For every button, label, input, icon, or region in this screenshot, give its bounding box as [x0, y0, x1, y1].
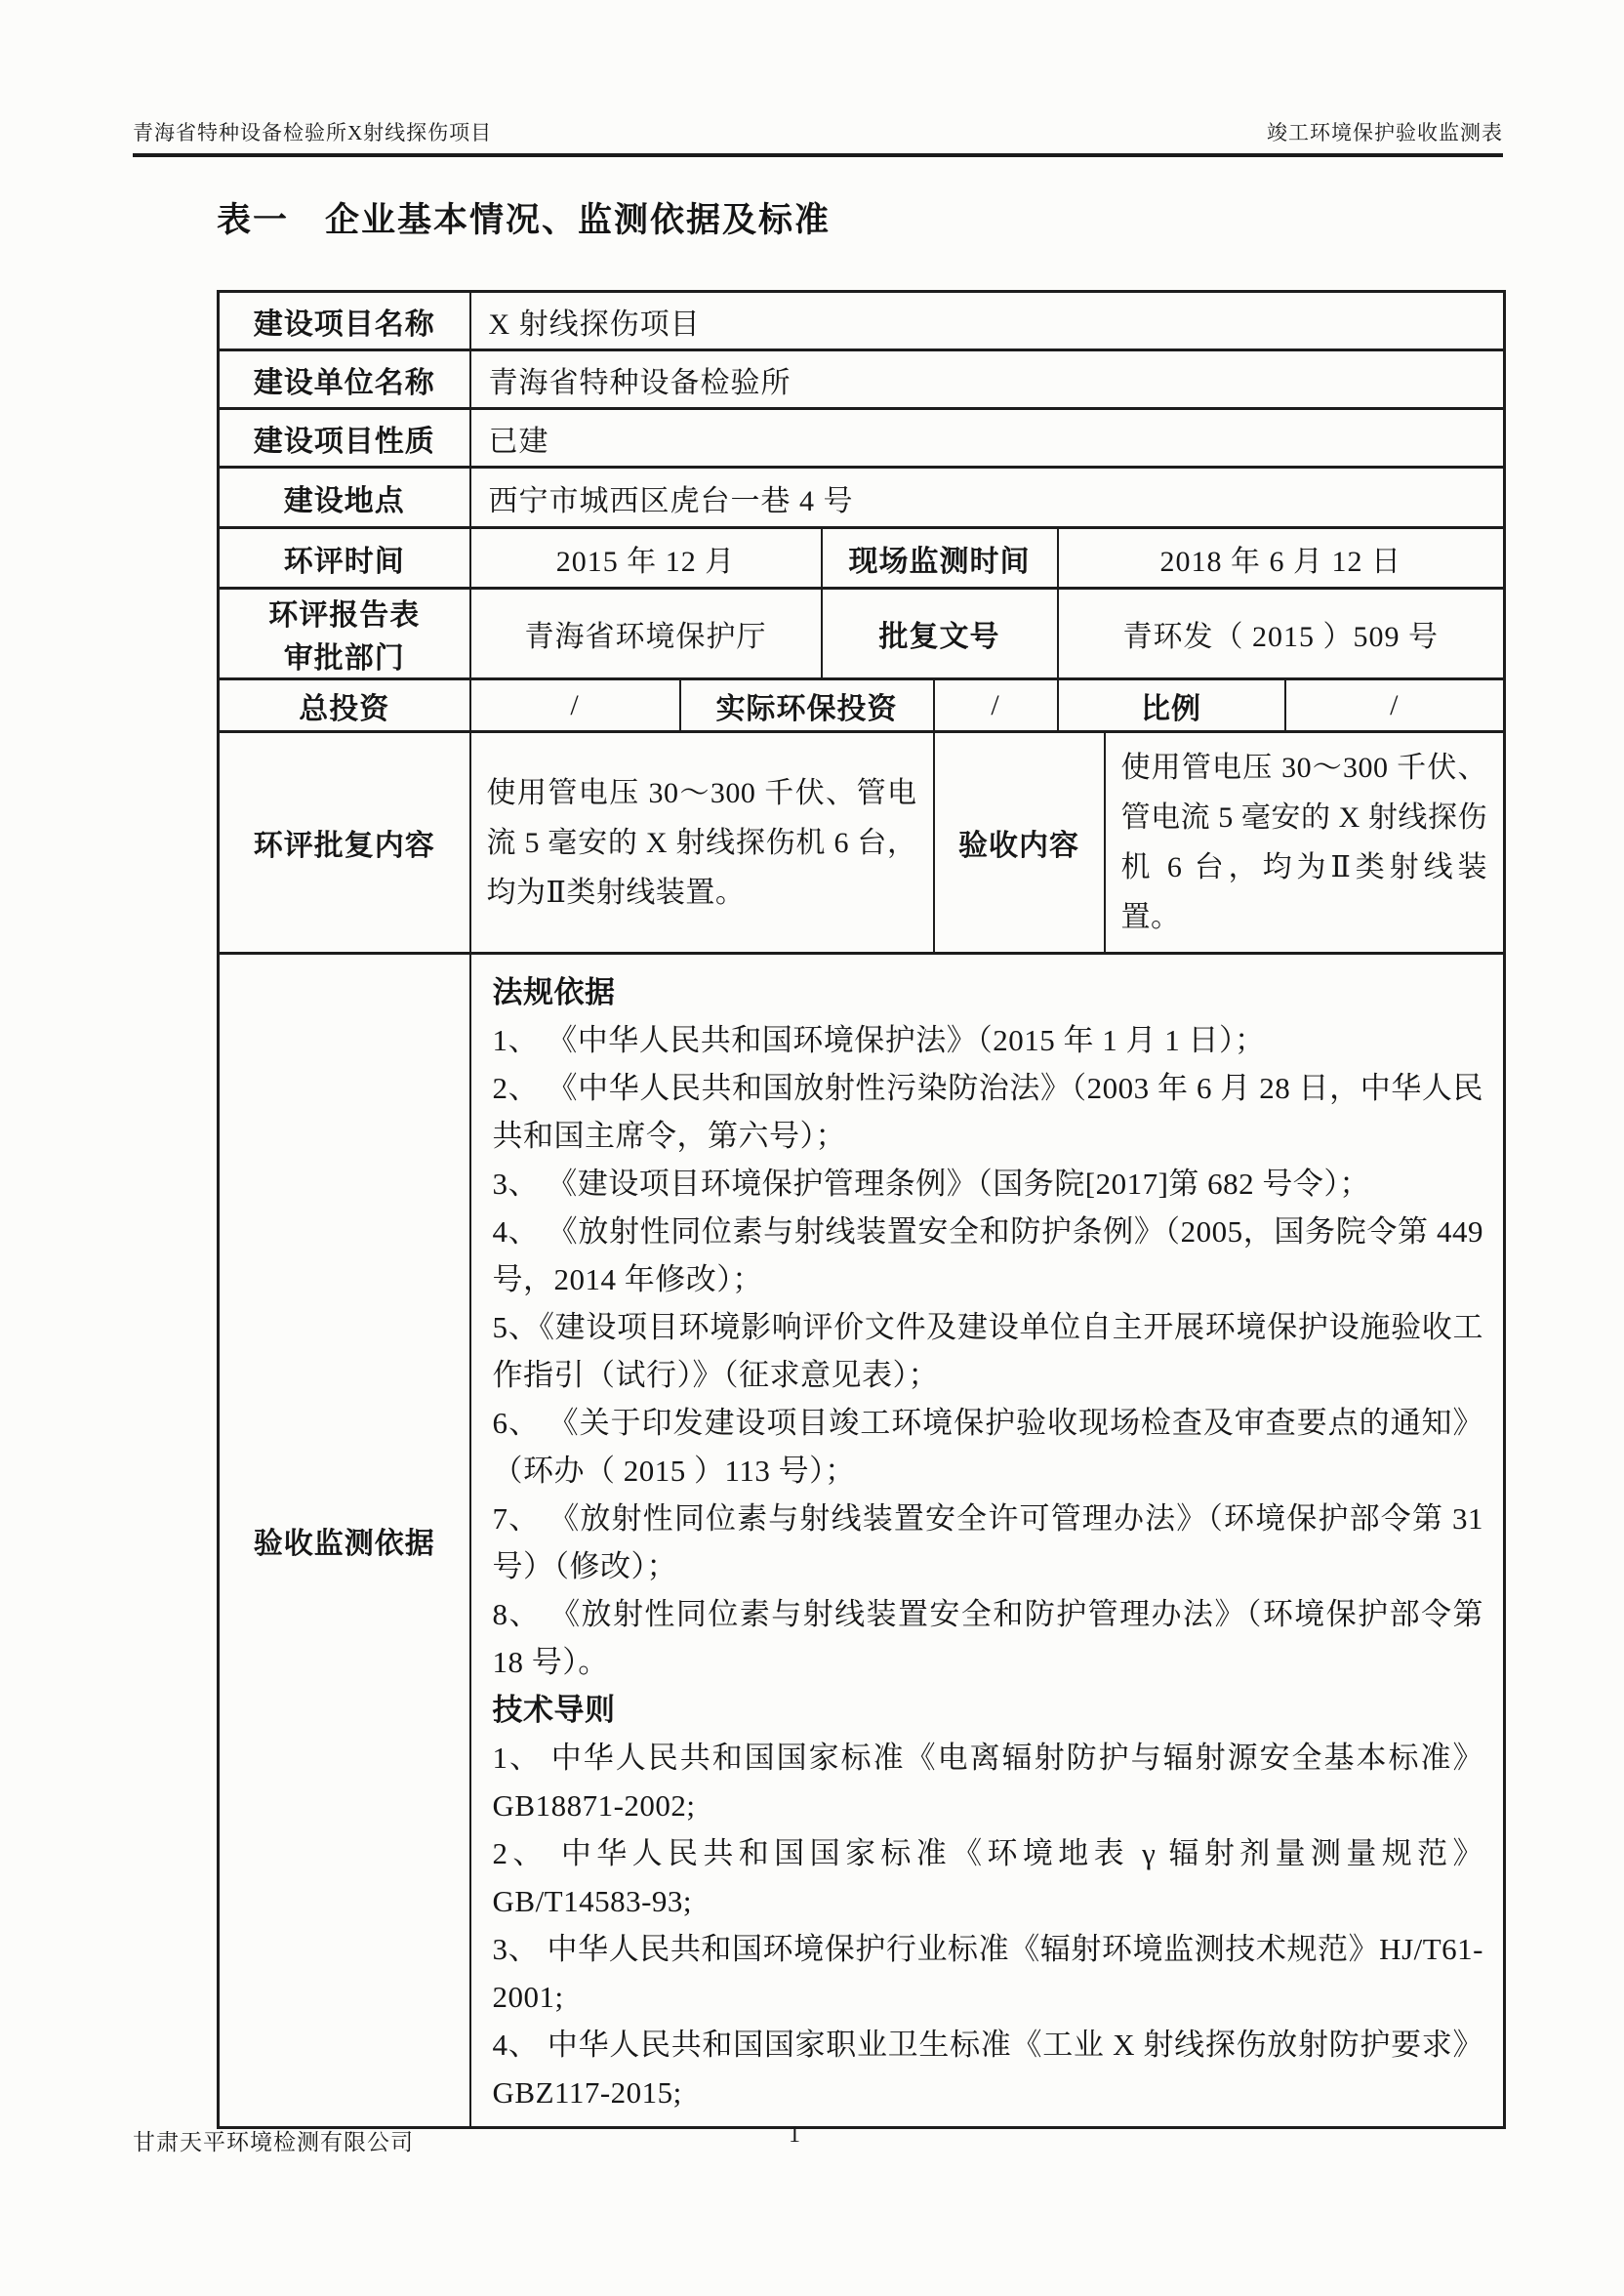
monitoring-basis-label: 验收监测依据: [219, 954, 470, 2128]
legal-basis-item-5: 5、《建设项目环境影响评价文件及建设单位自主开展环境保护设施验收工作指引（试行）》（征求意见表）；: [492, 1310, 1484, 1392]
row-monitoring-basis: [219, 954, 1505, 2128]
info-table: [217, 290, 1506, 2129]
legal-basis-item-1: 1、 《中华人民共和国环境保护法》（2015 年 1 月 1 日）；: [492, 1023, 1266, 1057]
eia-time-value: 2015 年 12 月: [470, 528, 822, 589]
site-monitor-time-value: 2018 年 6 月 12 日: [1058, 528, 1505, 589]
location-value: 西宁市城西区虎台一巷 4 号: [470, 468, 1505, 528]
project-nature-label: 建设项目性质: [219, 409, 470, 468]
row-investment: [219, 679, 1505, 732]
legal-basis-item-7: 7、 《放射性同位素与射线装置安全许可管理办法》（环境保护部令第 31 号）（修改）；: [492, 1501, 1484, 1583]
total-investment-value: /: [470, 679, 680, 732]
page-header: [133, 117, 1503, 146]
builder-name-label: 建设单位名称: [219, 350, 470, 409]
row-eia-approval: [219, 732, 1505, 954]
footer-page-number: 1: [789, 2122, 800, 2148]
ratio-label: 比例: [1058, 679, 1285, 732]
footer-company-name: 甘肃天平环境检测有限公司: [133, 2130, 414, 2154]
approval-dept-value: 青海省环境保护厅: [470, 589, 822, 679]
env-investment-value: /: [934, 679, 1058, 732]
legal-basis-item-2: 2、 《中华人民共和国放射性污染防治法》（2003 年 6 月 28 日，中华人民共和国主席令，第六号）；: [492, 1071, 1484, 1153]
row-eia-time: [219, 528, 1505, 589]
acceptance-content-label: 验收内容: [934, 732, 1105, 954]
tech-guide-item-1: 1、 中华人民共和国国家标准《电离辐射防护与辐射源安全基本标准》GB18871-2002;: [492, 1741, 1484, 1823]
tech-guide-item-3: 3、 中华人民共和国环境保护行业标准《辐射环境监测技术规范》HJ/T61-2001;: [492, 1932, 1484, 2014]
approval-dept-label-line1: 环评报告表: [268, 599, 421, 632]
monitoring-basis-content: [470, 954, 1505, 2128]
project-nature-value: 已建: [470, 409, 1505, 468]
tech-guide-heading: 技术导则: [492, 1693, 616, 1727]
header-rule: [133, 153, 1503, 157]
eia-time-label: 环评时间: [219, 528, 470, 589]
legal-basis-item-6: 6、 《关于印发建设项目竣工环境保护验收现场检查及审查要点的通知》（环办（ 2015 ）113 号）；: [492, 1406, 1484, 1488]
page-title: 表一 企业基本情况、监测依据及标准: [217, 201, 832, 239]
approval-doc-no-label: 批复文号: [822, 589, 1058, 679]
eia-approval-content: 使用管电压 30～300 千伏、管电流 5 毫安的 X 射线探伤机 6 台，均为Ⅱ类射线装置。: [470, 732, 934, 954]
total-investment-label: 总投资: [219, 679, 470, 732]
approval-dept-label: [219, 589, 470, 679]
header-left-text: 青海省特种设备检验所X射线探伤项目: [133, 121, 493, 144]
legal-basis-item-3: 3、 《建设项目环境保护管理条例》（国务院[2017]第 682 号令）；: [492, 1167, 1370, 1201]
builder-name-value: 青海省特种设备检验所: [470, 350, 1505, 409]
location-label: 建设地点: [219, 468, 470, 528]
approval-doc-no-value: 青环发（ 2015 ）509 号: [1058, 589, 1505, 679]
site-monitor-time-label: 现场监测时间: [822, 528, 1058, 589]
ratio-value: /: [1285, 679, 1505, 732]
row-approval-dept: [219, 589, 1505, 679]
legal-basis-item-4: 4、 《放射性同位素与射线装置安全和防护条例》（2005，国务院令第 449 号，2014 年修改）；: [492, 1214, 1484, 1296]
row-builder-name: [219, 350, 1505, 409]
project-name-label: 建设项目名称: [219, 292, 470, 350]
legal-basis-item-8: 8、 《放射性同位素与射线装置安全和防护管理办法》（环境保护部令第 18 号）。: [492, 1597, 1484, 1679]
legal-basis-heading: 法规依据: [492, 975, 616, 1009]
acceptance-content-value: 使用管电压 30～300 千伏、管电流 5 毫安的 X 射线探伤机 6 台，均为Ⅱ类射线装置。: [1105, 732, 1505, 954]
approval-dept-label-line2: 审批部门: [283, 642, 405, 675]
row-project-nature: [219, 409, 1505, 468]
row-location: [219, 468, 1505, 528]
eia-approval-label: 环评批复内容: [219, 732, 470, 954]
tech-guide-item-4: 4、 中华人民共和国国家职业卫生标准《工业 X 射线探伤放射防护要求》GBZ117-2015;: [492, 2028, 1484, 2110]
env-investment-label: 实际环保投资: [680, 679, 934, 732]
project-name-value: X 射线探伤项目: [470, 292, 1505, 350]
tech-guide-item-2: 2、 中华人民共和国国家标准《环境地表 γ 辐射剂量测量规范》GB/T14583-93;: [492, 1836, 1484, 1918]
row-project-name: [219, 292, 1505, 350]
header-right-text: 竣工环境保护验收监测表: [1267, 121, 1503, 144]
